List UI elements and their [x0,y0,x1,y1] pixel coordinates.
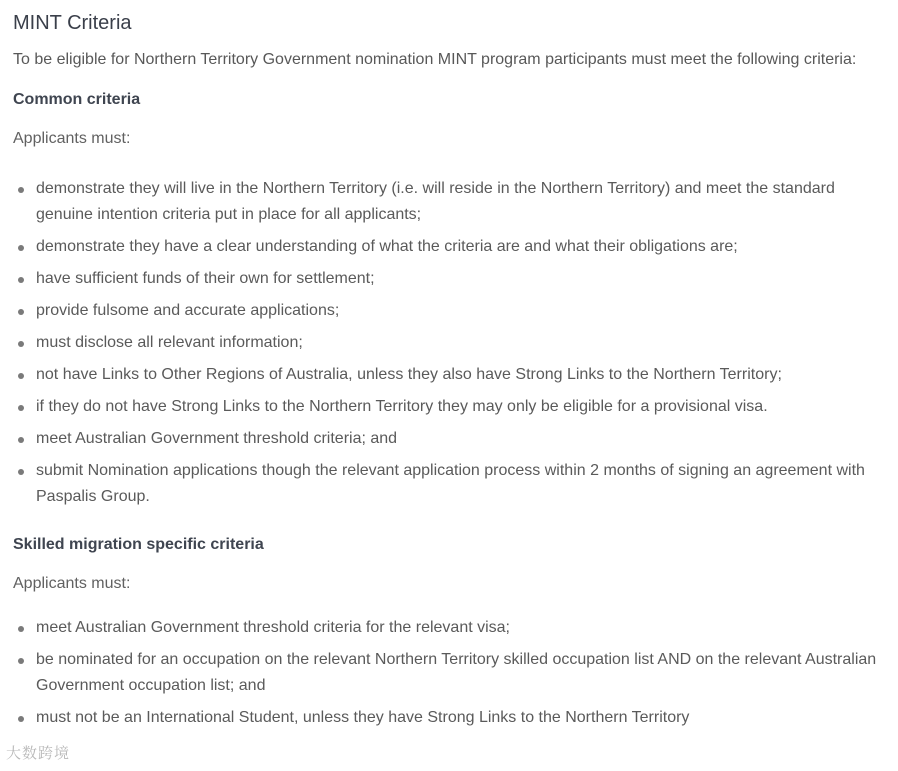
list-item [13,298,892,324]
bullet-icon [18,437,24,443]
watermark-logo [6,742,70,763]
list-item-text: meet Australian Government threshold criteria; and [36,430,398,447]
list-item [13,234,892,260]
bullet-icon [18,309,24,315]
list-item-text: provide fulsome and accurate applications; [36,302,340,319]
list-item-text: must not be an International Student, unless they have Strong Links to the Northern Territory [36,709,690,726]
list-item [13,647,892,699]
list-item-text: must disclose all relevant information; [36,334,303,351]
list-item [13,705,892,731]
page-title: MINT Criteria [13,12,132,34]
bullet-icon [18,341,24,347]
bullet-icon [18,469,24,475]
bullet-icon [18,277,24,283]
bullet-icon [18,245,24,251]
bullet-icon [18,626,24,632]
bullet-icon [18,373,24,379]
bullet-icon [18,658,24,664]
list-item-text: demonstrate they will live in the Northern Territory (i.e. will reside in the Northern Territory) and meet the standard genuine intention criteria put in place for all applicants; [36,180,835,223]
list-item-text: if they do not have Strong Links to the Northern Territory they may only be eligible for a provisional visa. [36,398,768,415]
bullet-icon [18,405,24,411]
common-criteria-heading: Common criteria [13,91,141,108]
list-item-text: meet Australian Government threshold criteria for the relevant visa; [36,619,510,636]
bullet-icon [18,716,24,722]
list-item [13,615,892,641]
intro-paragraph: To be eligible for Northern Territory Government nomination MINT program participants must meet the following criteria: [13,51,857,68]
list-item-text: demonstrate they have a clear understanding of what the criteria are and what their obligations are; [36,238,738,255]
list-item [13,426,892,452]
list-item-text: not have Links to Other Regions of Australia, unless they also have Strong Links to the Northern Territory; [36,366,782,383]
skilled-criteria-heading: Skilled migration specific criteria [13,536,264,553]
common-criteria-lead: Applicants must: [13,130,131,147]
list-item [13,362,892,388]
list-item [13,458,892,510]
list-item-text: have sufficient funds of their own for settlement; [36,270,375,287]
list-item-text: submit Nomination applications though the relevant application process within 2 months of signing an agreement with Paspalis Group. [36,462,865,505]
list-item [13,176,892,228]
list-item [13,330,892,356]
common-criteria-list [13,176,892,510]
skilled-criteria-lead: Applicants must: [13,575,131,592]
list-item-text: be nominated for an occupation on the relevant Northern Territory skilled occupation list AND on the relevant Australian Government occupation list; and [36,651,877,694]
skilled-criteria-list [13,615,892,731]
watermark-text: 大数跨境 [6,744,71,762]
list-item [13,394,892,420]
bullet-icon [18,187,24,193]
list-item [13,266,892,292]
